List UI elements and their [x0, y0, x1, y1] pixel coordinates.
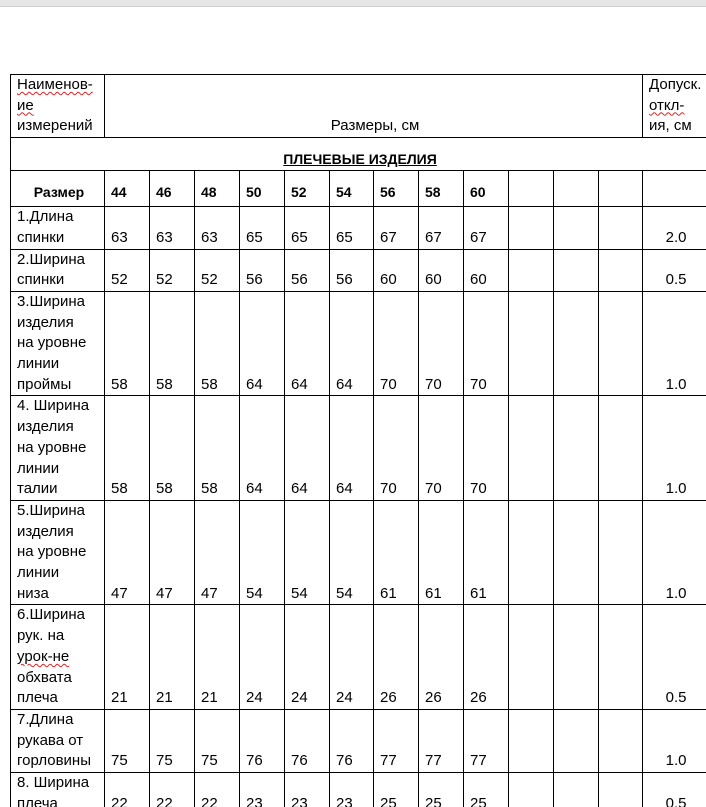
measurement-name-line: 8. Ширина — [17, 774, 90, 792]
measurement-name-line: изделия — [17, 313, 74, 331]
size-header-cell: 52 — [285, 171, 330, 207]
measurement-value: 56 — [285, 249, 330, 291]
measurement-name-line: 7.Длина — [17, 710, 74, 728]
empty-cell — [509, 249, 554, 291]
measurement-value: 26 — [419, 605, 464, 710]
measurement-name-line: 3.Ширина — [17, 292, 85, 310]
measurement-value: 58 — [105, 396, 150, 501]
empty-cell — [599, 773, 643, 807]
measurement-value: 64 — [330, 291, 374, 396]
measurement-value: 56 — [240, 249, 285, 291]
measurement-name-line: 6.Ширина — [17, 606, 85, 624]
measurement-value: 64 — [285, 291, 330, 396]
measurement-name-line: низа — [17, 584, 49, 602]
measurement-name-line: рук. на — [17, 627, 65, 645]
measurement-value: 61 — [419, 500, 464, 605]
header-tolerance-line: откл- — [649, 96, 685, 114]
measurement-value: 26 — [464, 605, 509, 710]
measurement-value: 58 — [150, 291, 195, 396]
measurement-name-line: рукава от — [17, 731, 84, 749]
header-row — [11, 75, 706, 138]
measurement-name-line: 5.Ширина — [17, 501, 85, 519]
measurement-value: 67 — [374, 207, 419, 249]
measurement-row — [11, 396, 706, 501]
measurement-name — [11, 249, 105, 291]
measurement-value: 22 — [105, 773, 150, 807]
measurement-value: 77 — [419, 709, 464, 772]
window-top-strip — [0, 0, 706, 7]
empty-cell — [599, 207, 643, 249]
measurement-name — [11, 291, 105, 396]
measurement-value: 63 — [105, 207, 150, 249]
measurement-value: 64 — [285, 396, 330, 501]
measurement-value: 52 — [150, 249, 195, 291]
measurement-name-line: линии — [17, 459, 60, 477]
measurement-value: 64 — [240, 396, 285, 501]
measurement-value: 25 — [464, 773, 509, 807]
size-header-cell: 60 — [464, 171, 509, 207]
size-header-cell: 58 — [419, 171, 464, 207]
measurement-value: 63 — [195, 207, 240, 249]
measurement-name-line: обхвата — [17, 668, 72, 686]
measurement-value: 58 — [105, 291, 150, 396]
empty-cell — [554, 396, 599, 501]
empty-cell — [554, 709, 599, 772]
empty-cell — [599, 396, 643, 501]
measurement-name-line: талии — [17, 480, 58, 498]
tolerance-value: 1.0 — [643, 291, 706, 396]
empty-cell — [554, 249, 599, 291]
measurement-value: 67 — [419, 207, 464, 249]
empty-cell — [599, 291, 643, 396]
measurements-table — [10, 74, 706, 807]
measurement-value: 24 — [285, 605, 330, 710]
empty-cell — [509, 709, 554, 772]
empty-cell — [509, 396, 554, 501]
measurement-name-line: линии — [17, 564, 60, 582]
empty-cell — [554, 605, 599, 710]
empty-cell — [554, 207, 599, 249]
size-header-cell: 44 — [105, 171, 150, 207]
measurement-value: 23 — [285, 773, 330, 807]
measurement-name-line: изделия — [17, 522, 74, 540]
measurement-value: 60 — [464, 249, 509, 291]
measurement-value: 21 — [150, 605, 195, 710]
measurement-name-line: плеча — [17, 689, 58, 707]
measurement-name-line: 4. Ширина — [17, 397, 90, 415]
measurement-value: 70 — [464, 291, 509, 396]
empty-cell — [599, 605, 643, 710]
measurement-value: 52 — [105, 249, 150, 291]
measurement-value: 63 — [150, 207, 195, 249]
measurement-value: 58 — [150, 396, 195, 501]
measurement-name-line: на уровне — [17, 543, 87, 561]
measurement-value: 77 — [374, 709, 419, 772]
size-header-cell: 48 — [195, 171, 240, 207]
size-label: Размер — [11, 171, 105, 207]
measurement-value: 70 — [374, 291, 419, 396]
header-name-cell — [11, 75, 105, 138]
measurement-name-line: урок-не — [17, 647, 70, 665]
tolerance-value: 1.0 — [643, 709, 706, 772]
measurement-name-line: проймы — [17, 375, 72, 393]
section-title-text: ПЛЕЧЕВЫЕ ИЗДЕЛИЯ — [283, 151, 437, 168]
size-header-cell — [643, 171, 706, 207]
measurement-name-line: изделия — [17, 418, 74, 436]
measurement-value: 23 — [330, 773, 374, 807]
measurement-value: 67 — [464, 207, 509, 249]
measurement-row — [11, 500, 706, 605]
measurement-value: 22 — [150, 773, 195, 807]
empty-cell — [509, 500, 554, 605]
measurement-row — [11, 291, 706, 396]
measurement-value: 75 — [150, 709, 195, 772]
measurement-value: 47 — [105, 500, 150, 605]
measurement-row — [11, 207, 706, 249]
measurement-value: 24 — [330, 605, 374, 710]
measurement-name-line: горловины — [17, 752, 91, 770]
size-header-cell: 54 — [330, 171, 374, 207]
measurement-value: 21 — [195, 605, 240, 710]
measurement-name-line: плеча — [17, 794, 58, 807]
measurement-value: 70 — [419, 396, 464, 501]
tolerance-value: 0.5 — [643, 773, 706, 807]
measurement-value: 47 — [150, 500, 195, 605]
empty-cell — [554, 773, 599, 807]
measurement-value: 65 — [330, 207, 374, 249]
measurement-value: 64 — [330, 396, 374, 501]
measurement-name — [11, 396, 105, 501]
measurement-row — [11, 605, 706, 710]
size-header-cell — [509, 171, 554, 207]
measurement-row — [11, 709, 706, 772]
empty-cell — [554, 500, 599, 605]
size-header-cell — [554, 171, 599, 207]
measurement-value: 58 — [195, 396, 240, 501]
measurement-value: 60 — [374, 249, 419, 291]
size-header-row — [11, 171, 706, 207]
header-name-line: ие — [17, 96, 34, 114]
size-header-cell: 56 — [374, 171, 419, 207]
header-name-line: Наименов- — [17, 76, 93, 93]
section-row — [11, 138, 706, 171]
measurement-row — [11, 773, 706, 807]
measurement-name — [11, 207, 105, 249]
measurement-value: 26 — [374, 605, 419, 710]
measurement-value: 54 — [240, 500, 285, 605]
tolerance-value: 1.0 — [643, 500, 706, 605]
empty-cell — [599, 249, 643, 291]
tolerance-value: 0.5 — [643, 249, 706, 291]
empty-cell — [599, 709, 643, 772]
measurement-value: 76 — [285, 709, 330, 772]
measurement-row — [11, 249, 706, 291]
header-tolerance-cell — [643, 75, 706, 138]
measurement-value: 70 — [419, 291, 464, 396]
measurement-value: 76 — [240, 709, 285, 772]
size-header-cell — [599, 171, 643, 207]
measurement-value: 65 — [285, 207, 330, 249]
measurement-value: 65 — [240, 207, 285, 249]
tolerance-value: 0.5 — [643, 605, 706, 710]
measurement-value: 24 — [240, 605, 285, 710]
header-sizes-title: Размеры, см — [105, 75, 643, 138]
measurement-name-line: спинки — [17, 228, 65, 246]
section-title — [11, 138, 706, 171]
size-header-cell: 50 — [240, 171, 285, 207]
tolerance-value: 1.0 — [643, 396, 706, 501]
measurement-value: 56 — [330, 249, 374, 291]
tolerance-value: 2.0 — [643, 207, 706, 249]
empty-cell — [509, 291, 554, 396]
empty-cell — [509, 773, 554, 807]
empty-cell — [509, 605, 554, 710]
measurement-value: 77 — [464, 709, 509, 772]
measurement-value: 23 — [240, 773, 285, 807]
size-header-cell: 46 — [150, 171, 195, 207]
measurement-value: 58 — [195, 291, 240, 396]
measurement-name — [11, 605, 105, 710]
empty-cell — [509, 207, 554, 249]
measurement-value: 25 — [419, 773, 464, 807]
measurement-value: 61 — [374, 500, 419, 605]
measurement-name — [11, 500, 105, 605]
measurement-value: 64 — [240, 291, 285, 396]
measurement-name-line: на уровне — [17, 438, 87, 456]
measurement-value: 76 — [330, 709, 374, 772]
measurement-value: 70 — [374, 396, 419, 501]
measurement-value: 21 — [105, 605, 150, 710]
measurement-value: 75 — [105, 709, 150, 772]
header-name-line: измерений — [17, 117, 93, 135]
measurement-name-line: спинки — [17, 271, 65, 289]
measurement-name-line: 1.Длина — [17, 208, 74, 226]
measurement-name — [11, 773, 105, 807]
measurement-value: 75 — [195, 709, 240, 772]
measurement-value: 54 — [285, 500, 330, 605]
measurement-value: 54 — [330, 500, 374, 605]
empty-cell — [599, 500, 643, 605]
measurement-value: 61 — [464, 500, 509, 605]
measurement-value: 60 — [419, 249, 464, 291]
measurement-value: 70 — [464, 396, 509, 501]
header-tolerance-line: ия, см — [649, 117, 692, 135]
measurement-name-line: линии — [17, 355, 60, 373]
measurement-name-line: 2.Ширина — [17, 250, 85, 268]
measurement-name-line: на уровне — [17, 334, 87, 352]
empty-cell — [554, 291, 599, 396]
measurement-value: 52 — [195, 249, 240, 291]
measurement-name — [11, 709, 105, 772]
measurement-value: 22 — [195, 773, 240, 807]
measurement-value: 25 — [374, 773, 419, 807]
header-tolerance-line: Допуск. — [649, 76, 702, 93]
measurement-value: 47 — [195, 500, 240, 605]
